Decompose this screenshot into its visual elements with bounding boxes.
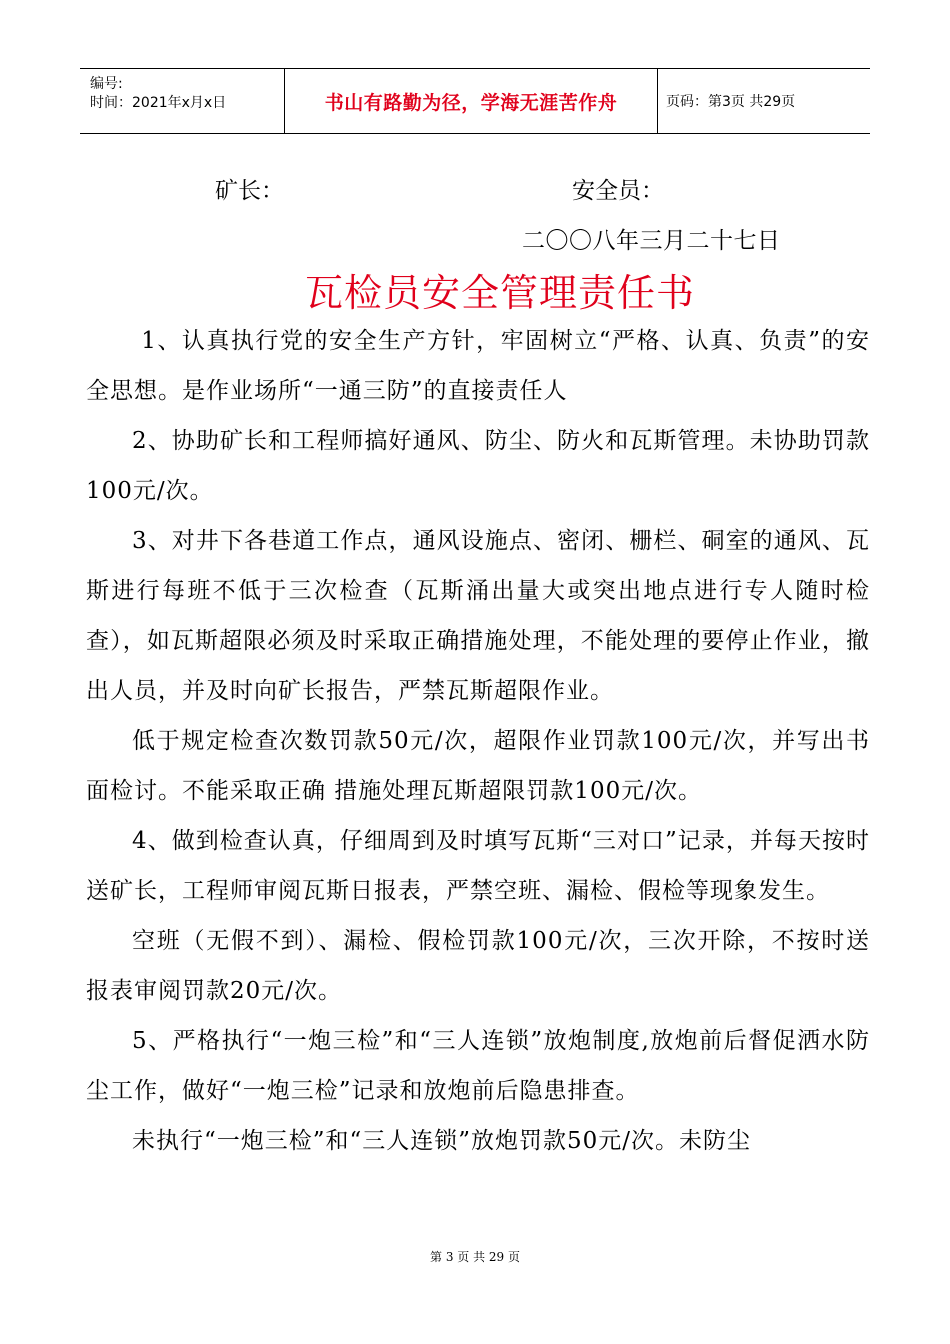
header-page-number: 页码：第3页 共29页: [666, 94, 796, 110]
header-meta: [80, 69, 284, 133]
document-date: 二〇〇八年三月二十七日: [522, 228, 781, 254]
paragraph-3: 3、对井下各巷道工作点，通风设施点、密闭、栅栏、硐室的通风、瓦斯进行每班不低于三次检查（瓦斯涌出量大或突出地点进行专人随时检查），如瓦斯超限必须及时采取正确措施处理，不能处理的要停止作业，撤出人员，并及时向矿长报告，严禁瓦斯超限作业。: [86, 528, 870, 704]
paragraph-5: 4、做到检查认真，仔细周到及时填写瓦斯“三对口”记录，并每天按时送矿长，工程师审阅瓦斯日报表，严禁空班、漏检、假检等现象发生。: [86, 828, 870, 904]
paragraph-6: 空班（无假不到）、漏检、假检罚款100元/次，三次开除，不按时送报表审阅罚款20元/次。: [86, 928, 870, 1004]
header-motto: 书山有路勤为径，学海无涯苦作舟: [284, 69, 658, 133]
safety-officer-signature-label: 安全员：: [572, 178, 664, 204]
document-title: 瓦检员安全管理责任书: [304, 271, 695, 315]
document-body: [86, 316, 870, 1166]
paragraph-1: 1、认真执行党的安全生产方针，牢固树立“严格、认真、负责”的安全思想。是作业场所“一通三防”的直接责任人: [86, 328, 870, 404]
page-header: [80, 68, 870, 134]
page-footer: 第 3 页 共 29 页: [430, 1250, 520, 1264]
paragraph-4: 低于规定检查次数罚款50元/次，超限作业罚款100元/次，并写出书面检讨。不能采取正确 措施处理瓦斯超限罚款100元/次。: [86, 728, 870, 804]
paragraph-8: 未执行“一炮三检”和“三人连锁”放炮罚款50元/次。未防尘: [132, 1128, 752, 1154]
mine-manager-signature-label: 矿长：: [215, 178, 284, 204]
serial-label: 编号:: [90, 76, 123, 92]
time-label: 时间：2021年x月x日: [90, 95, 227, 111]
paragraph-7: 5、严格执行“一炮三检”和“三人连锁”放炮制度,放炮前后督促洒水防尘工作，做好“一炮三检”记录和放炮前后隐患排查。: [86, 1028, 870, 1104]
paragraph-2: 2、协助矿长和工程师搞好通风、防尘、防火和瓦斯管理。未协助罚款100元/次。: [86, 428, 870, 504]
